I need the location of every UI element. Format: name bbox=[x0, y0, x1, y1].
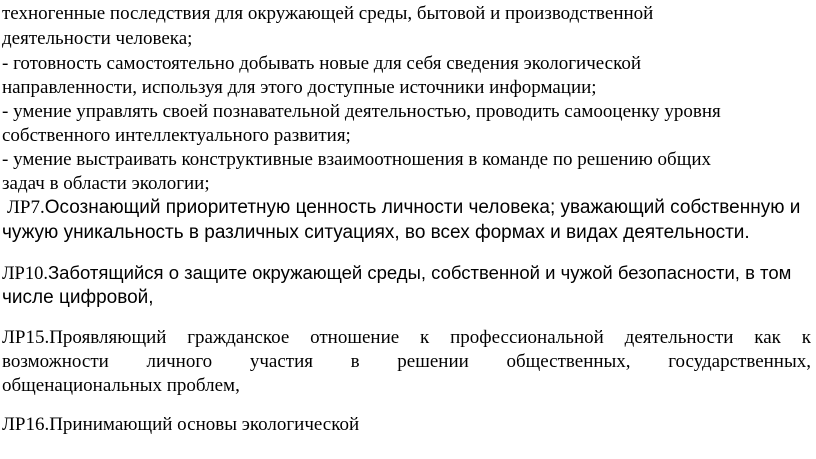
text-line-3: - готовность самостоятельно добывать новые для себя сведения экологической bbox=[2, 53, 642, 74]
lr15-line-3: общенациональных проблем, bbox=[2, 375, 240, 396]
lr10-text-1: Заботящийся о защите окружающей среды, собственной и чужой безопасности, в том bbox=[47, 262, 792, 283]
lr7-line-2: чужую уникальность в различных ситуациях, во всех формах и видах деятельности. bbox=[2, 222, 750, 243]
text-line-2: деятельности человека; bbox=[2, 28, 193, 49]
lr7-text-1: Осознающий приоритетную ценность личности человека; уважающий собственную и bbox=[44, 197, 801, 218]
lr16-code: ЛР16. bbox=[2, 414, 50, 435]
text-line-4: направленности, используя для этого доступные источники информации; bbox=[2, 77, 597, 98]
text-line-6: собственного интеллектуального развития; bbox=[2, 125, 351, 146]
text-line-8: задач в области экологии; bbox=[2, 173, 210, 194]
lr10-line-2: числе цифровой, bbox=[2, 287, 154, 308]
lr16-line-1 bbox=[2, 413, 359, 437]
lr7-code: ЛР7. bbox=[7, 197, 45, 218]
lr10-line-1 bbox=[2, 261, 791, 286]
text-line-7: - умение выстраивать конструктивные взаимоотношения в команде по решению общих bbox=[2, 149, 712, 170]
text-line-5: - умение управлять своей познавательной деятельностью, проводить самооценку уровня bbox=[2, 101, 721, 122]
lr16-text-1: Принимающий основы экологической bbox=[49, 414, 360, 435]
text-line-1: техногенные последствия для окружающей среды, бытовой и производственной bbox=[2, 3, 654, 24]
lr15-text-1: Проявляющий гражданское отношение к профессиональной деятельности как к bbox=[49, 327, 811, 348]
lr15-line-2: возможности личного участия в решении общественных, государственных, bbox=[2, 351, 811, 372]
lr7-line-1 bbox=[7, 196, 800, 220]
lr15-code: ЛР15. bbox=[2, 327, 50, 348]
lr15-line-1 bbox=[2, 326, 811, 350]
lr10-code: ЛР10. bbox=[2, 264, 48, 284]
